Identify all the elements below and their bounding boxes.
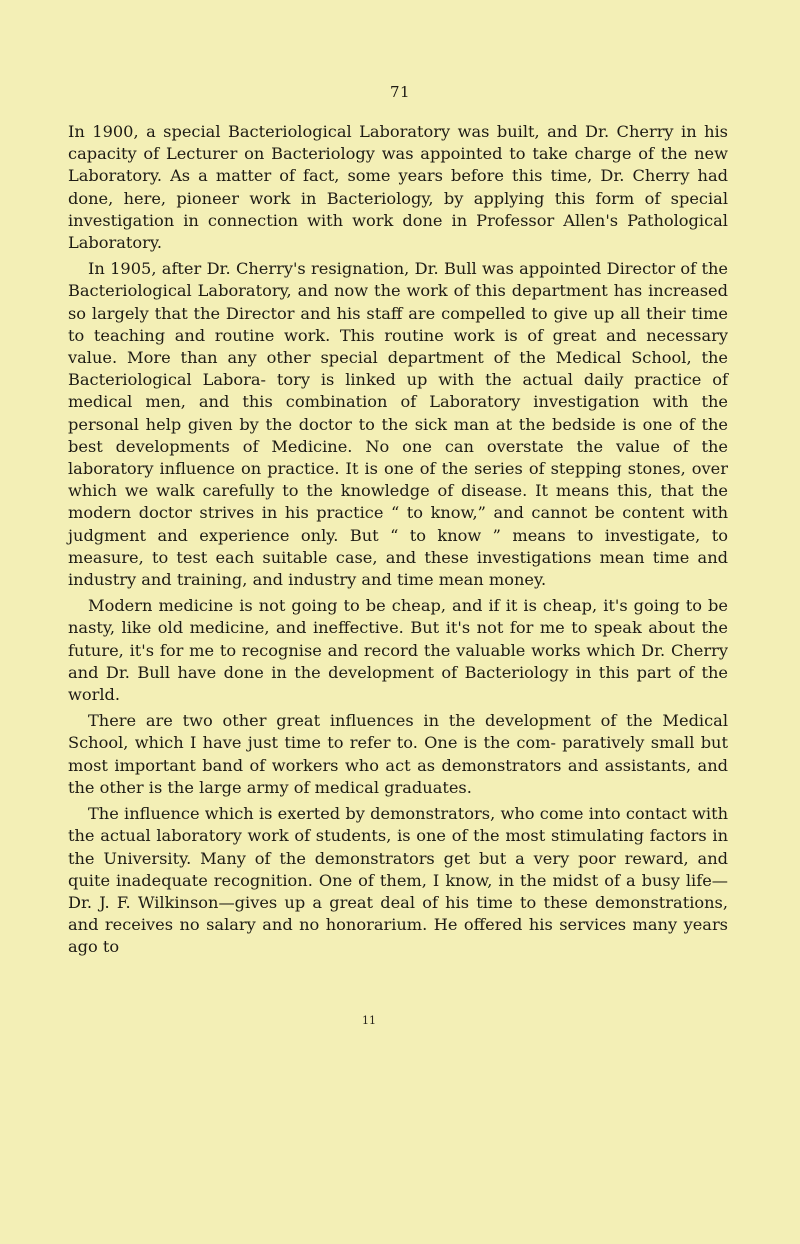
paragraph-dr-bull-1905: In 1905, after Dr. Cherry's resignation, Dr. Bull was appointed Director of the Bacteriological Laboratory, and now the work of this department has increased so largely that the Director and his staff are compelled to give up all their time to teaching and routine work. This routine work is of great and necessary value. More than any other special department of the Medical School, the Bacteriological Labora- tory is linked up with the actual daily practice of medical men, and this combination of Laboratory investigation with the personal help given by the doctor to the sick man at the bedside is one of the best developments of Medicine. No one can overstate the value of the laboratory influence on practice. It is one of the series of stepping stones, over which we walk carefully to the knowledge of disease. It means this, that the modern doctor strives in his practice “ to know,” and cannot be content with judgment and experience only. But “ to know ” means to investigate, to measure, to test each suitable case, and these investigations mean time and industry and training, and industry and time mean money. <box>68 259 728 590</box>
paragraph-two-other-influences: There are two other great influences in the development of the Medical School, which I have just time to refer to. One is the com- paratively small but most important band of workers who act as demonstrators and assistants, and the other is the large army of medical graduates. <box>68 711 728 797</box>
page-number: 71 <box>389 83 411 101</box>
paragraph-bacteriological-laboratory-1900: In 1900, a special Bacteriological Laboratory was built, and Dr. Cherry in his capacity of Lecturer on Bacteriology was appointed to take charge of the new Laboratory. As a matter of fact, some years before this time, Dr. Cherry had done, here, pioneer work in Bacteriology, by applying this form of special investigation in connection with work done in Professor Allen's Pathological Laboratory. <box>68 122 728 253</box>
paragraph-modern-medicine: Modern medicine is not going to be cheap, and if it is cheap, it's going to be nasty, like old medicine, and ineffective. But it's not for me to speak about the future, it's for me to recognise and record the valuable works which Dr. Cherry and Dr. Bull have done in the development of Bacteriology in this part of the world. <box>68 596 728 705</box>
paragraph-demonstrators: The influence which is exerted by demonstrators, who come into contact with the actual laboratory work of students, is one of the most stimulating factors in the University. Many of the demonstrators get but a very poor reward, and quite inadequate recognition. One of them, I know, in the midst of a busy life—Dr. J. F. Wilkinson—gives up a great deal of his time to these demonstrations, and receives no salary and no honorarium. He offered his services many years ago to <box>68 804 728 957</box>
signature-mark: 11 <box>362 1014 376 1027</box>
body-text <box>68 121 728 963</box>
